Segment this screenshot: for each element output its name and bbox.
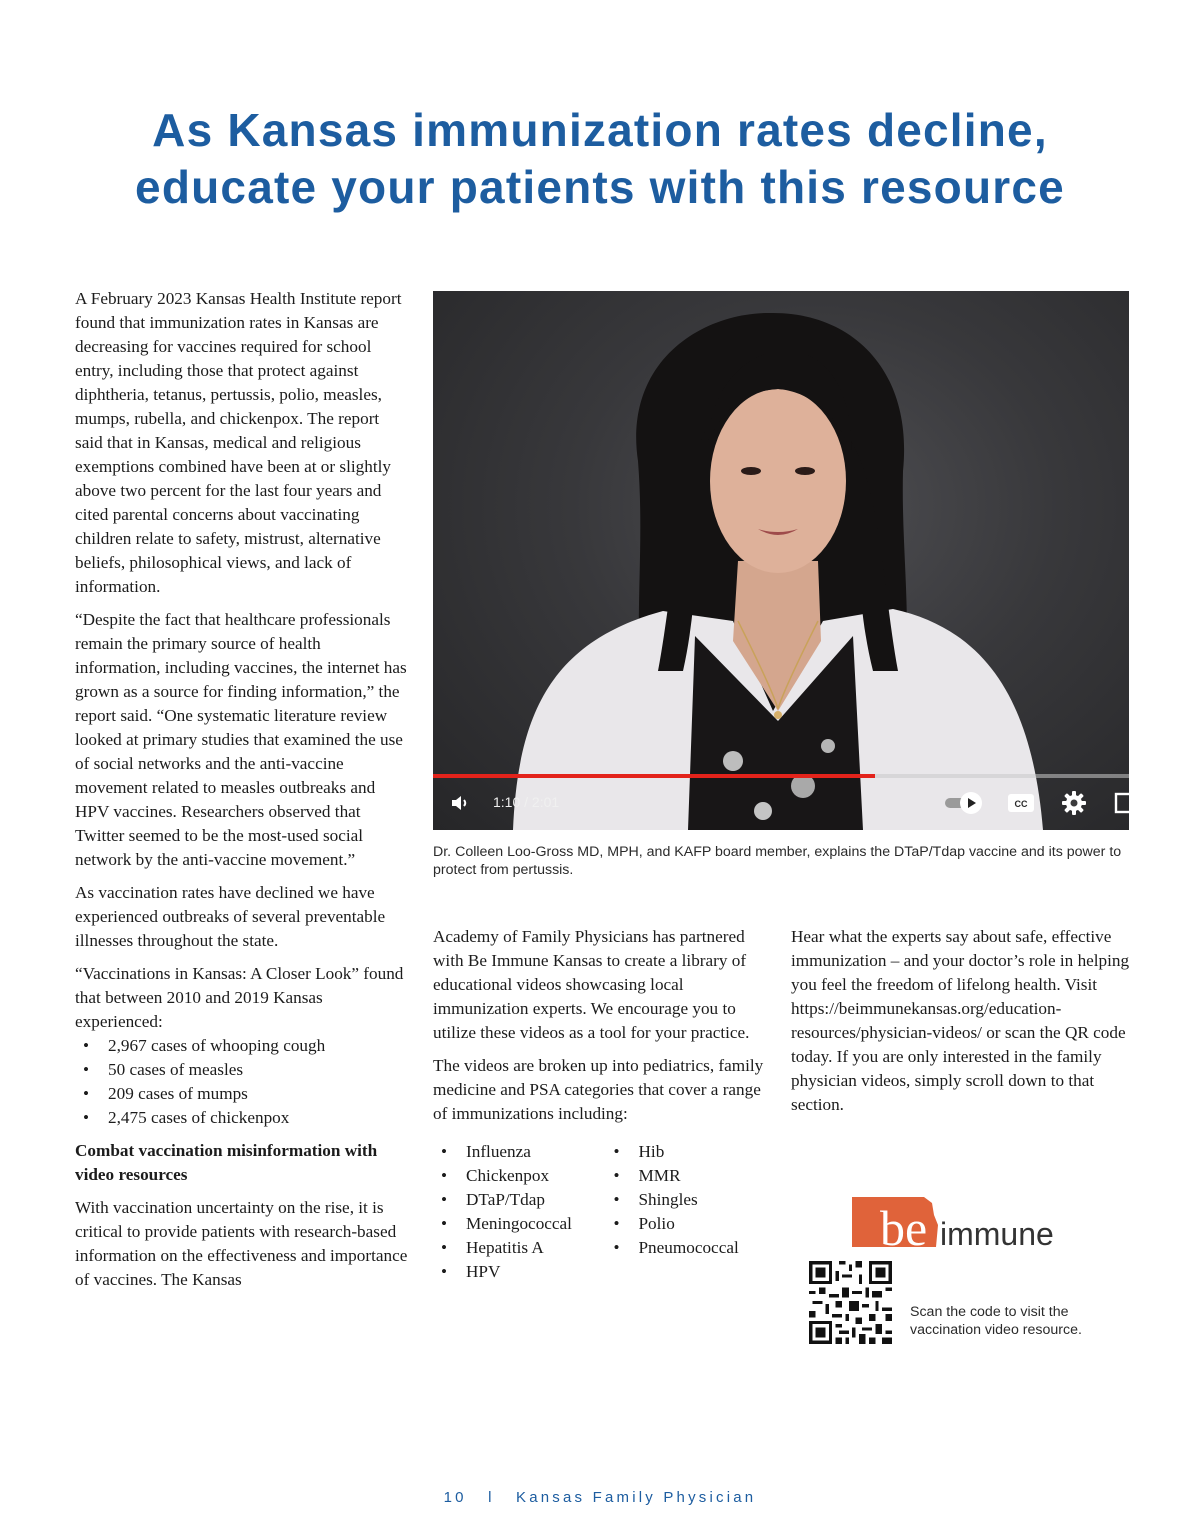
list-item: • 209 cases of mumps xyxy=(75,1082,410,1106)
list-item: • MMR xyxy=(606,1164,779,1188)
immunizations-list xyxy=(433,1140,778,1293)
cases-list xyxy=(75,1034,410,1130)
svg-text:be: be xyxy=(880,1200,928,1255)
list-item: • 2,967 cases of whooping cough xyxy=(75,1034,410,1058)
qr-code[interactable] xyxy=(809,1261,892,1344)
list-item: • 2,475 cases of chickenpox xyxy=(75,1106,410,1130)
publication-name: Kansas Family Physician xyxy=(516,1489,757,1506)
article-title xyxy=(60,102,1140,216)
article-column-2 xyxy=(433,925,778,1293)
paragraph: Hear what the experts say about safe, effective immunization – and your doctor’s role in helping you feel the freedom of lifelong health. Visit https://beimmunekansas.org/education-resources/physician-videos/ or scan the QR code today. If you are only interested in the family physician videos, simply scroll down to that section. xyxy=(791,927,1130,1114)
paragraph: With vaccination uncertainty on the rise, it is critical to provide patients with research-based information on the effectiveness and importance of vaccines. The Kansas xyxy=(75,1198,408,1289)
svg-text:CC: CC xyxy=(1014,799,1028,809)
immunizations-list-left xyxy=(433,1140,606,1284)
paragraph: “Vaccinations in Kansas: A Closer Look” found that between 2010 and 2019 Kansas experienced: xyxy=(75,964,404,1031)
video-controls xyxy=(433,788,1129,818)
video-progress-bar[interactable] xyxy=(433,774,1129,778)
video-progress-played xyxy=(433,774,875,778)
paragraph: The videos are broken up into pediatrics, family medicine and PSA categories that cover a range of immunizations including: xyxy=(433,1056,764,1123)
autoplay-toggle-icon[interactable] xyxy=(943,789,987,817)
closed-captions-icon[interactable] xyxy=(1007,791,1035,815)
page-footer xyxy=(0,1489,1200,1506)
list-item: • Hepatitis A xyxy=(433,1236,606,1260)
paragraph: As vaccination rates have declined we have experienced outbreaks of several preventable illnesses throughout the state. xyxy=(75,883,386,950)
volume-icon[interactable] xyxy=(449,791,473,815)
paragraph: Academy of Family Physicians has partnered with Be Immune Kansas to create a library of educational videos showcasing local immunization experts. We encourage you to utilize these videos as a tool for your practice. xyxy=(433,927,750,1042)
gear-icon[interactable] xyxy=(1061,790,1087,816)
list-item: • Influenza xyxy=(433,1140,606,1164)
article-column-1 xyxy=(75,287,410,1301)
list-item: • Chickenpox xyxy=(433,1164,606,1188)
list-item: • Shingles xyxy=(606,1188,779,1212)
paragraph: A February 2023 Kansas Health Institute report found that immunization rates in Kansas are decreasing for vaccines required for school entry, including those that protect against diphtheria, tetanus, pertussis, polio, measles, mumps, rubella, and chickenpox. The report said that in Kansas, medical and religious exemptions combined have been at or slightly above two percent for the last four years and cited parental concerns about vaccinating children relate to safety, mistrust, alternative beliefs, philosophical views, and lack of information. xyxy=(75,289,402,596)
section-subheading: Combat vaccination misinformation with video resources xyxy=(75,1141,378,1184)
list-item: • Hib xyxy=(606,1140,779,1164)
article-column-3 xyxy=(791,925,1131,1126)
be-immune-logo xyxy=(850,1195,1080,1255)
list-item: • DTaP/Tdap xyxy=(433,1188,606,1212)
list-item: • 50 cases of measles xyxy=(75,1058,410,1082)
list-item: • Polio xyxy=(606,1212,779,1236)
paragraph: “Despite the fact that healthcare professionals remain the primary source of health information, including vaccines, the internet has grown as a source for finding information,” the report said. “One systematic literature review looked at primary studies that examined the use of social networks and the anti-vaccine movement related to measles outbreaks and HPV vaccines. Researchers observed that Twitter seemed to be the most-used social network by the anti-vaccine movement.” xyxy=(75,610,407,869)
svg-text:immune: immune xyxy=(940,1216,1054,1252)
footer-separator: l xyxy=(488,1489,495,1506)
video-caption: Dr. Colleen Loo-Gross MD, MPH, and KAFP board member, explains the DTaP/Tdap vaccine and its power to protect from pertussis. xyxy=(433,844,1122,878)
miniplayer-icon[interactable] xyxy=(1113,792,1129,814)
video-frame-speaker xyxy=(433,291,1129,830)
list-item: • Meningococcal xyxy=(433,1212,606,1236)
qr-caption: Scan the code to visit the vaccination video resource. xyxy=(910,1304,1082,1338)
page-number: 10 xyxy=(443,1489,467,1506)
immunizations-list-right xyxy=(606,1140,779,1284)
title-line-1: As Kansas immunization rates decline, xyxy=(152,104,1048,156)
title-line-2: educate your patients with this resource xyxy=(135,161,1065,213)
video-player[interactable] xyxy=(433,291,1129,830)
list-item: • HPV xyxy=(433,1260,606,1284)
video-time-display: 1:10 / 2:01 xyxy=(493,794,560,810)
list-item: • Pneumococcal xyxy=(606,1236,779,1260)
